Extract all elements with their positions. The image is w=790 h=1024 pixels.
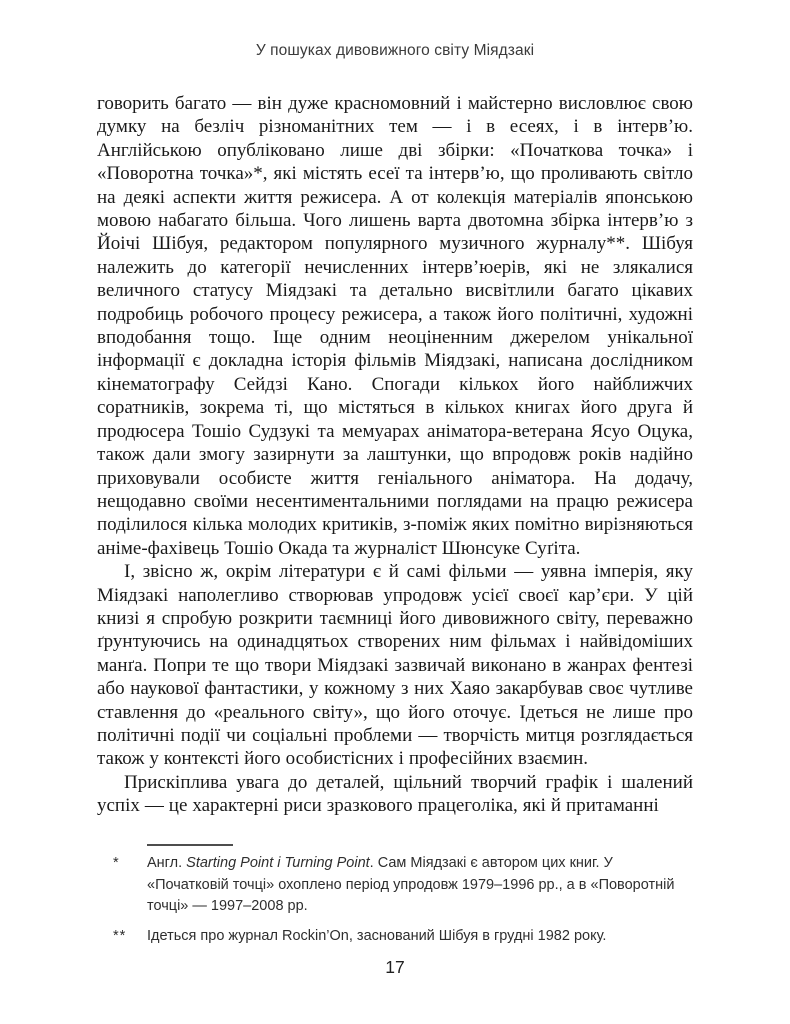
footnote-text-suffix: . Сам Міядзакі є автором цих книг. У «Початковій точці» охоплено період упродовж 1979–1996 рр., а в «Поворотній точці» — 1997–2008 рр. [147, 855, 675, 915]
footnotes [113, 853, 694, 947]
footnote-text: Ідеться про журнал Rockin’On, заснований Шібуя в грудні 1982 року. [147, 927, 607, 944]
running-header: У пошуках дивовижного світу Міядзакі [255, 42, 535, 59]
footnote-separator [147, 844, 233, 846]
footnote [113, 853, 694, 918]
paragraph: І, звісно ж, окрім літератури є й самі фільми — уявна імперія, яку Міядзакі наполегливо створював упродовж усієї своєї кар’єри. У цій книзі я спробую розкрити таємниці його дивовижного світу, переважно ґрунтуючись на одинадцятьох створених ним фільмах і найвідоміших манґа. Попри те що твори Міядзакі зазвичай виконано в жанрах фентезі або наукової фантастики, у кожному з них Хаяо закарбував своє чутливе ставлення до «реального світу», що його оточує. Ідеться не лише про політичні події чи соціальні проблеми — творчість митця розглядається також у контексті його особистісних і професійних взаємин. [97, 561, 693, 770]
page-body [97, 92, 693, 818]
page-number: 17 [385, 957, 405, 977]
footnote [113, 926, 694, 948]
footnote-marker: ** [113, 927, 127, 944]
footnote-text-prefix: Англ. [147, 855, 187, 871]
footnote-text [147, 853, 694, 918]
paragraph: говорить багато — він дуже красномовний і майстерно висловлює свою думку на безліч різноманітних тем — і в есеях, і в інтерв’ю. Англійською опубліковано лише дві збірки: «Початкова точка» і «Поворотна точка»*, які містять есеї та інтерв’ю, що проливають світло на деякі аспекти життя режисера. А от колекція матеріалів японською мовою набагато більша. Чого лишень варта двотомна збірка інтерв’ю з Йоічі Шібуя, редактором популярного музичного журналу**. Шібуя належить до категорії нечисленних інтерв’юерів, які не злякалися величного статусу Міядзакі та детально висвітлили багато цікавих подробиць робочого процесу режисера, а також його політичні, художні вподобання тощо. Іще одним неоціненним джерелом унікальної інформації є докладна історія фільмів Міядзакі, написана дослідником кінематографу Сейдзі Кано. Спогади кількох його найближчих соратників, зокрема ті, що містяться в кількох книгах його друга й продюсера Тошіо Судзукі та мемуарах аніматора-ветерана Ясуо Оцука, також дали змогу зазирнути за лаштунки, що впродовж років надійно приховували особисте життя геніального аніматора. На додачу, нещодавно своїми несентиментальними поглядами на працю режисера поділилося кілька молодих критиків, з-поміж яких помітно вирізняються аніме-фахівець Тошіо Окада та журналіст Шюнсуке Суґіта. [97, 93, 693, 559]
footnote-marker: * [113, 855, 120, 871]
paragraph: Прискіплива увага до деталей, щільний творчий графік і шалений успіх — це характерні риси зразкового працеголіка, які й притаманні [97, 771, 693, 817]
footnote-book-title: Starting Point і Turning Point [186, 855, 370, 871]
